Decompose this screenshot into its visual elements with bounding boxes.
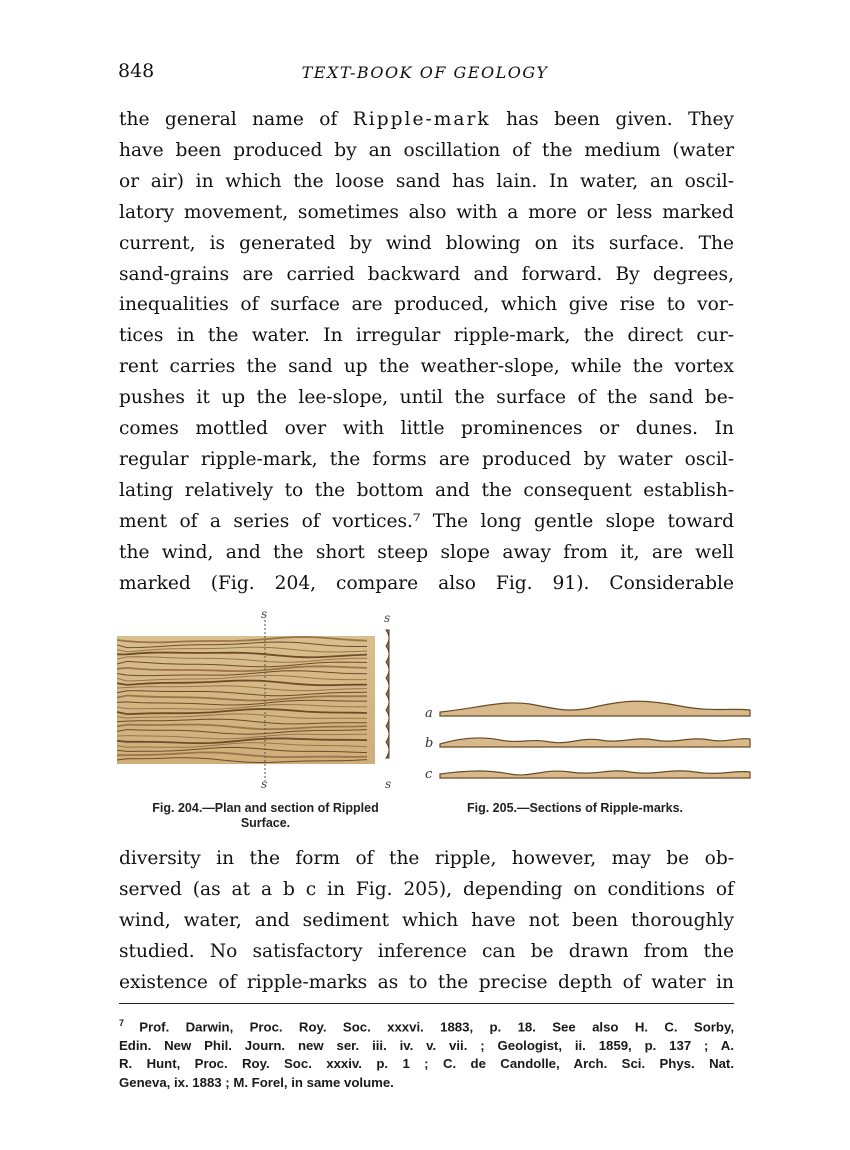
text-line: ment of a series of vortices.⁷ The long gentle slope toward <box>119 510 734 532</box>
text-line: inequalities of surface are produced, which give rise to vor- <box>119 294 734 316</box>
figure-204-caption-line-2: Surface. <box>240 816 291 830</box>
running-head: TEXT-BOOK OF GEOLOGY <box>301 63 549 82</box>
text-line: the general name of Ripple-mark has been given. They <box>119 109 734 130</box>
text-line: comes mottled over with little prominences or dunes. In <box>119 418 734 440</box>
fig204-letter-top-left: s <box>261 607 268 621</box>
figure-204-caption-line-1: Fig. 204.—Plan and section of Rippled <box>152 801 379 815</box>
footnote-line: R. Hunt, Proc. Roy. Soc. xxxiv. p. 1 ; C. de Candolle, Arch. Sci. Phys. Nat. <box>119 1056 734 1072</box>
footnote-line: Edin. New Phil. Journ. new ser. iii. iv. v. vii. ; Geologist, ii. 1859, p. 137 ; A. <box>119 1037 734 1053</box>
fig204-letter-top-right: s <box>384 611 391 625</box>
text-line: wind, water, and sediment which have not been thoroughly <box>119 909 734 931</box>
footnote <box>119 1014 734 1092</box>
footnote-line: Geneva, ix. 1883 ; M. Forel, in same volume. <box>119 1074 394 1090</box>
text-line: tices in the water. In irregular ripple-mark, the direct cur- <box>119 325 734 347</box>
fig205-label-a: a <box>425 706 433 721</box>
footnote-line: $^7$ Prof. Darwin, Proc. Roy. Soc. xxxvi. 1883, p. 18. See also H. C. Sorby, <box>119 1018 734 1035</box>
text-line: diversity in the form of the ripple, however, may be ob- <box>119 848 734 869</box>
fig205-label-b: b <box>425 736 434 751</box>
page-number: 848 <box>118 60 155 82</box>
text-line: sand-grains are carried backward and forward. By degrees, <box>119 263 734 285</box>
text-line: or air) in which the loose sand has lain. In water, an oscil- <box>119 170 734 192</box>
fig205-label-c: c <box>425 767 433 782</box>
text-line: served (as at a b c in Fig. 205), depending on conditions of <box>119 878 734 900</box>
fig205-profile-c <box>440 771 750 778</box>
text-line: current, is generated by wind blowing on its surface. The <box>119 232 734 254</box>
figure-204-rippled-surface <box>115 606 410 791</box>
figure-205-ripple-sections <box>420 690 765 790</box>
text-line: the wind, and the short steep slope away from it, are well <box>119 541 734 563</box>
text-line: lating relatively to the bottom and the consequent establish- <box>119 479 734 501</box>
fig204-letter-bottom-left: s <box>261 777 268 791</box>
text-line: studied. No satisfactory inference can be drawn from the <box>119 940 734 962</box>
body-paragraph-1 <box>119 105 734 600</box>
body-paragraph-2 <box>119 844 734 999</box>
text-line: pushes it up the lee-slope, until the surface of the sand be- <box>119 387 734 409</box>
text-line: regular ripple-mark, the forms are produced by water oscil- <box>119 448 734 470</box>
fig205-profile-b <box>440 738 750 747</box>
text-line: rent carries the sand up the weather-slope, while the vortex <box>119 356 734 378</box>
text-line: marked (Fig. 204, compare also Fig. 91). Considerable <box>119 572 734 594</box>
figure-205-caption: Fig. 205.—Sections of Ripple-marks. <box>466 801 684 815</box>
footnote-rule <box>119 1003 734 1004</box>
fig204-section-profile <box>386 630 389 758</box>
fig204-letter-bottom-right: s <box>385 777 392 791</box>
footnote-mark: 7 <box>119 1018 140 1028</box>
text-line: have been produced by an oscillation of the medium (water <box>119 139 734 161</box>
text-line: latory movement, sometimes also with a more or less marked <box>119 201 734 223</box>
figure-204-caption <box>118 801 413 831</box>
text-line: existence of ripple-marks as to the precise depth of water in <box>119 971 734 993</box>
fig205-profile-a <box>440 701 750 716</box>
